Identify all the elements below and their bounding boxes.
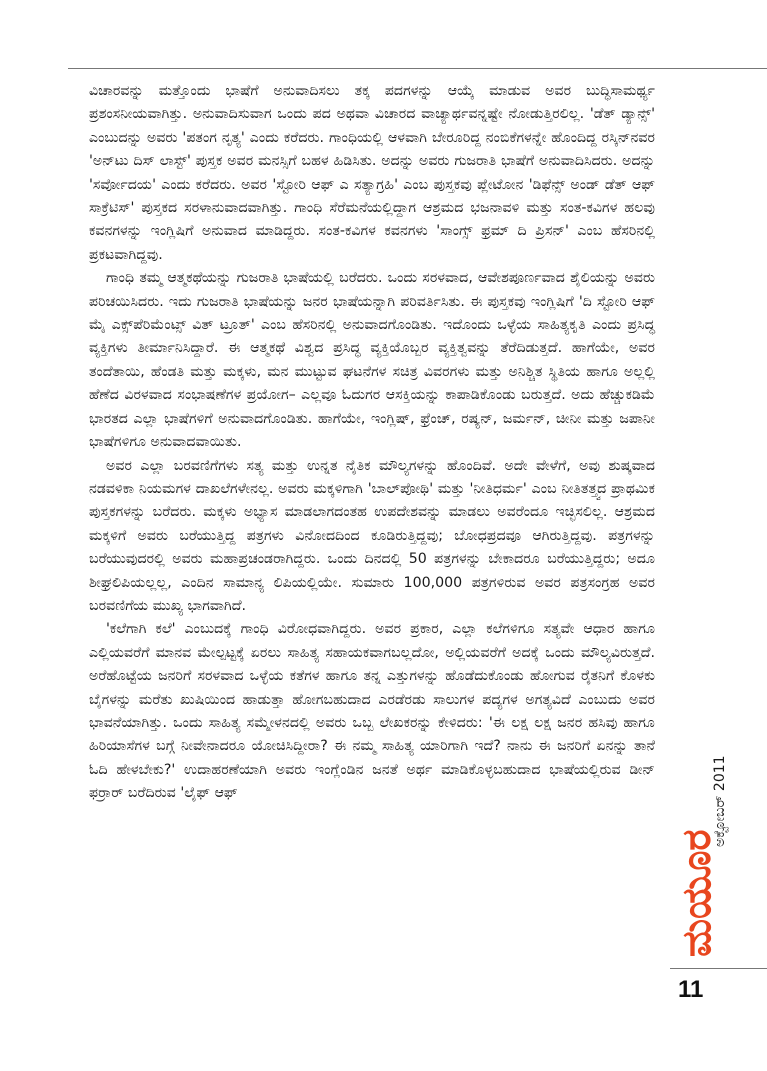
page-number: 11 (678, 976, 704, 1003)
article-paragraph-3: ಅವರ ಎಲ್ಲಾ ಬರವಣಿಗೆಗಳು ಸತ್ಯ ಮತ್ತು ಉನ್ನತ ನೈತಿಕ ಮೌಲ್ಯಗಳನ್ನು ಹೊಂದಿವೆ. ಅದೇ ವೇಳೆಗೆ, ಅವು ಶುಷ್ಕವಾದ ನಡವಳಿಕಾ ನಿಯಮಗಳ ದಾಖಲೆಗಳೇನಲ್ಲ. ಅವರು ಮಕ್ಕಳಿಗಾಗಿ 'ಬಾಲ್‌ಪೋಥಿ' ಮತ್ತು 'ನೀತಿಧರ್ಮ' ಎಂಬ ನೀತಿತತ್ತ್ವದ ಪ್ರಾಥಮಿಕ ಪುಸ್ತಕಗಳನ್ನು ಬರೆದರು. ಮಕ್ಕಳು ಅಭ್ಯಾಸ ಮಾಡಲಾಗದಂತಹ ಉಪದೇಶವನ್ನು ಮಾಡಲು ಅವರೆಂದೂ ಇಚ್ಛಿಸಲಿಲ್ಲ. ಆಶ್ರಮದ ಮಕ್ಕಳಿಗೆ ಅವರು ಬರೆಯುತ್ತಿದ್ದ ಪತ್ರಗಳು ವಿನೋದದಿಂದ ಕೂಡಿರುತ್ತಿದ್ದವು; ಬೋಧಪ್ರದವೂ ಆಗಿರುತ್ತಿದ್ದವು. ಪತ್ರಗಳನ್ನು ಬರೆಯುವುದರಲ್ಲಿ ಅವರು ಮಹಾಪ್ರಚಂಡರಾಗಿದ್ದರು. ಒಂದು ದಿನದಲ್ಲಿ 50 ಪತ್ರಗಳನ್ನು ಬೇಕಾದರೂ ಬರೆಯುತ್ತಿದ್ದರು; ಅದೂ ಶೀಘ್ರಲಿಪಿಯಲ್ಲಲ್ಲ, ಎಂದಿನ ಸಾಮಾನ್ಯ ಲಿಪಿಯಲ್ಲಿಯೇ. ಸುಮಾರು 100,000 ಪತ್ರಗಳಿರುವ ಅವರ ಪತ್ರಸಂಗ್ರಹ ಅವರ ಬರವಣಿಗೆಯ ಮುಖ್ಯ ಭಾಗವಾಗಿದೆ. (89, 457, 655, 614)
page-number-rule (670, 968, 767, 969)
magazine-masthead (664, 755, 732, 960)
article-body (89, 80, 655, 806)
article-paragraph-2: ಗಾಂಧಿ ತಮ್ಮ ಆತ್ಮಕಥೆಯನ್ನು ಗುಜರಾತಿ ಭಾಷೆಯಲ್ಲಿ ಬರೆದರು. ಒಂದು ಸರಳವಾದ, ಆವೇಶಪೂರ್ಣವಾದ ಶೈಲಿಯನ್ನು ಅವರು ಪರಿಚಯಿಸಿದರು. ಇದು ಗುಜರಾತಿ ಭಾಷೆಯನ್ನು ಜನರ ಭಾಷೆಯನ್ನಾಗಿ ಪರಿವರ್ತಿಸಿತು. ಈ ಪುಸ್ತಕವು ಇಂಗ್ಲಿಷಿಗೆ 'ದಿ ಸ್ಟೋರಿ ಆಫ್ ಮೈ ಎಕ್ಸ್‌ಪೆರಿಮೆಂಟ್ಸ್ ವಿತ್ ಟ್ರೂತ್' ಎಂಬ ಹೆಸರಿನಲ್ಲಿ ಅನುವಾದಗೊಂಡಿತು. ಇದೊಂದು ಒಳ್ಳೆಯ ಸಾಹಿತ್ಯಕೃತಿ ಎಂದು ಪ್ರಸಿದ್ಧ ವ್ಯಕ್ತಿಗಳು ತೀರ್ಮಾನಿಸಿದ್ದಾರೆ. ಈ ಆತ್ಮಕಥೆ ವಿಶ್ವದ ಪ್ರಸಿದ್ಧ ವ್ಯಕ್ತಿಯೊಬ್ಬರ ವ್ಯಕ್ತಿತ್ವವನ್ನು ತೆರೆದಿಡುತ್ತದೆ. ಹಾಗೆಯೇ, ಅವರ ತಂದೆತಾಯಿ, ಹೆಂಡತಿ ಮತ್ತು ಮಕ್ಕಳು, ಮನ ಮುಟ್ಟುವ ಘಟನೆಗಳ ಸಚಿತ್ರ ವಿವರಗಳು ಮತ್ತು ಅನಿಶ್ಚಿತ ಸ್ಥಿತಿಯ ಹಾಗೂ ಅಲ್ಲಲ್ಲಿ ಹೆಣೆದ ವಿರಳವಾದ ಸಂಭಾಷಣೆಗಳ ಪ್ರಯೋಗ– ಎಲ್ಲವೂ ಓದುಗರ ಆಸಕ್ತಿಯನ್ನು ಕಾಪಾಡಿಕೊಂಡು ಬರುತ್ತದೆ. ಅದು ಹೆಚ್ಚುಕಡಿಮೆ ಭಾರತದ ಎಲ್ಲಾ ಭಾಷೆಗಳಿಗೆ ಅನುವಾದಗೊಂಡಿತು. ಹಾಗೆಯೇ, ಇಂಗ್ಲಿಷ್, ಫ್ರೆಂಚ್, ರಷ್ಯನ್, ಜರ್ಮನ್, ಚೀನೀ ಮತ್ತು ಜಪಾನೀ ಭಾಷೆಗಳಿಗೂ ಅನುವಾದವಾಯಿತು. (89, 270, 655, 451)
article-paragraph-1: ವಿಚಾರವನ್ನು ಮತ್ತೊಂದು ಭಾಷೆಗೆ ಅನುವಾದಿಸಲು ತಕ್ಕ ಪದಗಳನ್ನು ಆಯ್ಕೆ ಮಾಡುವ ಅವರ ಬುದ್ಧಿಸಾಮರ್ಥ್ಯ ಪ್ರಶಂಸನೀಯವಾಗಿತ್ತು. ಅನುವಾದಿಸುವಾಗ ಒಂದು ಪದ ಅಥವಾ ವಿಚಾರದ ವಾಚ್ಯಾರ್ಥವನ್ನಷ್ಟೇ ನೋಡುತ್ತಿರಲಿಲ್ಲ. 'ಡೆತ್ ಡ್ಯಾನ್ಸ್' ಎಂಬುದನ್ನು ಅವರು 'ಪತಂಗ ನೃತ್ಯ' ಎಂದು ಕರೆದರು. ಗಾಂಧಿಯಲ್ಲಿ ಆಳವಾಗಿ ಬೇರೂರಿದ್ದ ನಂಬಿಕೆಗಳನ್ನೇ ಹೊಂದಿದ್ದ ರಸ್ಕಿನ್‌ನವರ 'ಅನ್‌ಟು ದಿಸ್ ಲಾಸ್ಟ್' ಪುಸ್ತಕ ಅವರ ಮನಸ್ಸಿಗೆ ಬಹಳ ಹಿಡಿಸಿತು. ಅದನ್ನು ಅವರು ಗುಜರಾತಿ ಭಾಷೆಗೆ ಅನುವಾದಿಸಿದರು. ಅದನ್ನು 'ಸರ್ವೋದಯ' ಎಂದು ಕರೆದರು. ಅವರ 'ಸ್ಟೋರಿ ಆಫ್ ಎ ಸತ್ಯಾಗ್ರಹಿ' ಎಂಬ ಪುಸ್ತಕವು ಪ್ಲೇಟೋನ 'ಡಿಫೆನ್ಸ್ ಅಂಡ್ ಡೆತ್ ಆಫ್ ಸಾಕ್ರೆಟಿಸ್' ಪುಸ್ತಕದ ಸರಳಾನುವಾದವಾಗಿತ್ತು. ಗಾಂಧಿ ಸೆರೆಮನೆಯಲ್ಲಿದ್ದಾಗ ಆಶ್ರಮದ ಭಜನಾವಳಿ ಮತ್ತು ಸಂತ-ಕವಿಗಳ ಹಲವು ಕವನಗಳನ್ನು ಇಂಗ್ಲಿಷಿಗೆ ಅನುವಾದ ಮಾಡಿದ್ದರು. ಸಂತ-ಕವಿಗಳ ಕವನಗಳು 'ಸಾಂಗ್ಸ್ ಫ್ರಮ್ ದಿ ಪ್ರಿಸನ್' ಎಂಬ ಹೆಸರಿನಲ್ಲಿ ಪ್ರಕಟವಾಗಿದ್ದವು. (89, 83, 655, 263)
article-paragraph-4: 'ಕಲೆಗಾಗಿ ಕಲೆ' ಎಂಬುದಕ್ಕೆ ಗಾಂಧಿ ವಿರೋಧವಾಗಿದ್ದರು. ಅವರ ಪ್ರಕಾರ, ಎಲ್ಲಾ ಕಲೆಗಳಿಗೂ ಸತ್ಯವೇ ಆಧಾರ ಹಾಗೂ ಎಲ್ಲಿಯವರೆಗೆ ಮಾನವ ಮೇಲ್ಪಟ್ಟಕ್ಕೆ ಏರಲು ಸಾಹಿತ್ಯ ಸಹಾಯಕವಾಗಬಲ್ಲದೋ, ಅಲ್ಲಿಯವರೆಗೆ ಅದಕ್ಕೆ ಒಂದು ಮೌಲ್ಯವಿರುತ್ತದೆ. ಅರೆಹೊಟ್ಟೆಯ ಜನರಿಗೆ ಸರಳವಾದ ಒಳ್ಳೆಯ ಕತೆಗಳ ಹಾಗೂ ತನ್ನ ಎತ್ತುಗಳನ್ನು ಹೊಡೆದುಕೊಂಡು ಹೋಗುವ ರೈತನಿಗೆ ಕೊಳಕು ಬೈಗಳನ್ನು ಮರೆತು ಖುಷಿಯಿಂದ ಹಾಡುತ್ತಾ ಹೋಗಬಹುದಾದ ಎರಡೆರಡು ಸಾಲುಗಳ ಪದ್ಯಗಳ ಅಗತ್ಯವಿದೆ ಎಂಬುದು ಅವರ ಭಾವನೆಯಾಗಿತ್ತು. ಒಂದು ಸಾಹಿತ್ಯ ಸಮ್ಮೇಳನದಲ್ಲಿ ಅವರು ಒಬ್ಬ ಲೇಖಕರನ್ನು ಕೇಳಿದರು: 'ಈ ಲಕ್ಷ ಲಕ್ಷ ಜನರ ಹಸಿವು ಹಾಗೂ ಹಿರಿಯಾಸೆಗಳ ಬಗ್ಗೆ ನೀವೇನಾದರೂ ಯೋಚಿಸಿದ್ದೀರಾ? ಈ ನಮ್ಮ ಸಾಹಿತ್ಯ ಯಾರಿಗಾಗಿ ಇದೆ? ನಾನು ಈ ಜನರಿಗೆ ಏನನ್ನು ತಾನೆ ಓದಿ ಹೇಳಬೇಕು?' ಉದಾಹರಣೆಯಾಗಿ ಅವರು ಇಂಗ್ಲೆಂಡಿನ ಜನತೆ ಅರ್ಥ ಮಾಡಿಕೊಳ್ಳಬಹುದಾದ ಭಾಷೆಯಲ್ಲಿರುವ ಡೀನ್ ಫರ್ರಾರ್ ಬರೆದಿರುವ 'ಲೈಫ್ ಆಫ್ (89, 621, 655, 802)
issue-date: ಅಕ್ಟೋಬರ್ 2011 (712, 755, 728, 847)
header-rule (68, 68, 767, 69)
magazine-logo: ಮಯೂರ (674, 829, 720, 957)
